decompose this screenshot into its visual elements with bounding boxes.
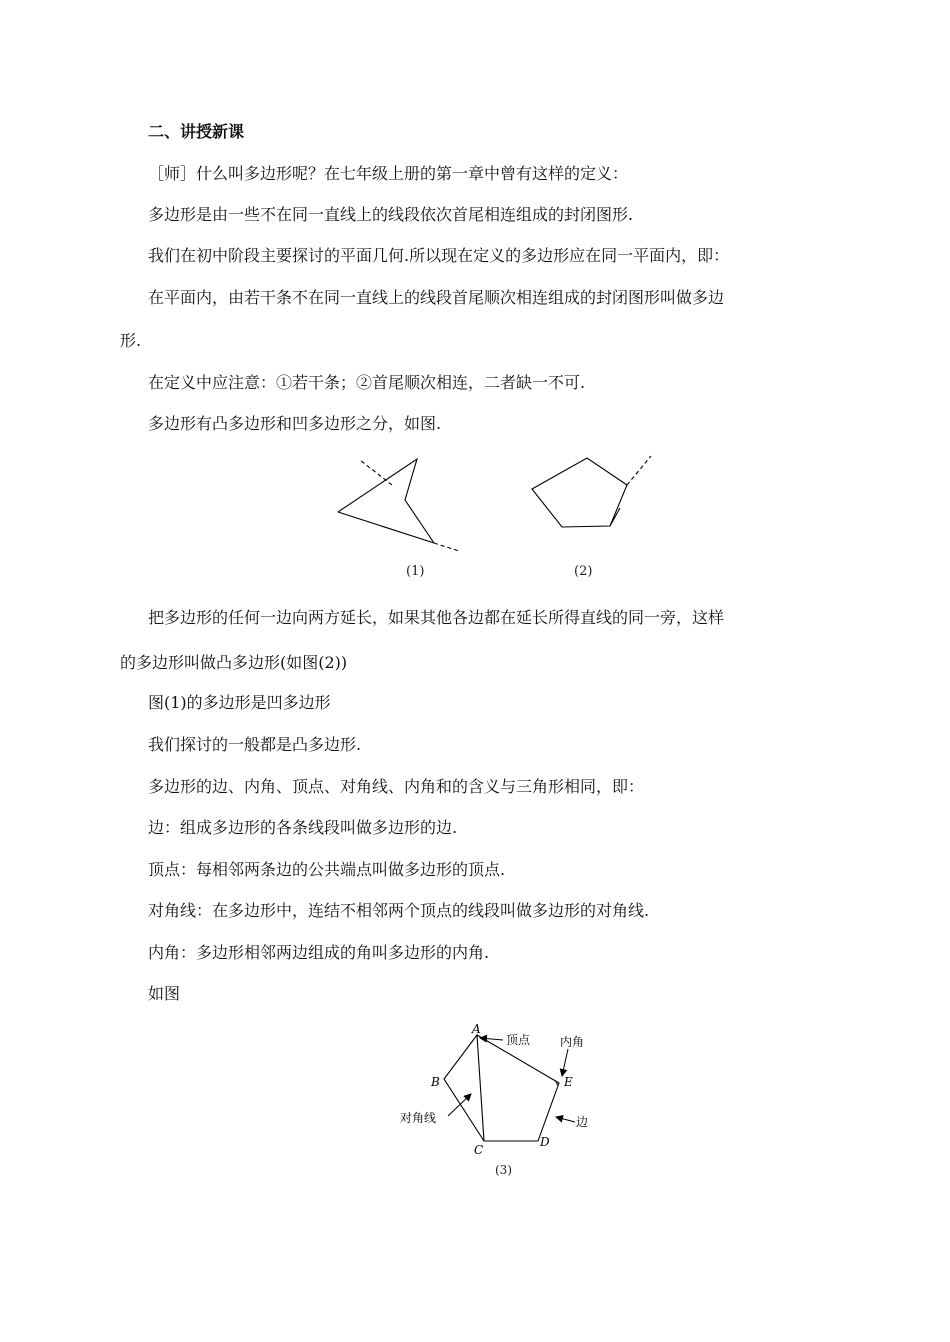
annotation-diagonal: 对角线 <box>400 1111 437 1125</box>
paragraph-elements-intro: 多边形的边、内角、顶点、对角线、内角和的含义与三角形相同，即： <box>148 777 645 796</box>
paragraph-definition-new-cont: 形. <box>120 331 142 350</box>
annotation-arrows <box>448 1038 575 1122</box>
figure1-caption: (1) <box>406 564 425 579</box>
figure-convex-concave <box>320 448 680 583</box>
vertex-label-a: A <box>472 1022 481 1036</box>
vertex-label-e: E <box>564 1075 573 1089</box>
paragraph-concave-note: 图(1)的多边形是凹多边形 <box>148 693 331 712</box>
annotation-vertex: 顶点 <box>506 1033 531 1047</box>
paragraph-vertex-definition: 顶点：每相邻两条边的公共端点叫做多边形的顶点. <box>148 860 506 879</box>
paragraph-teacher-question: ［师］什么叫多边形呢？在七年级上册的第一章中曾有这样的定义： <box>148 164 629 183</box>
vertex-label-c: C <box>474 1143 484 1157</box>
paragraph-as-figure: 如图 <box>148 984 181 1003</box>
figure2-caption: (2) <box>574 564 593 579</box>
paragraph-plane-geometry: 我们在初中阶段主要探讨的平面几何.所以现在定义的多边形应在同一平面内，即： <box>148 246 730 265</box>
paragraph-convex-concave: 多边形有凸多边形和凹多边形之分，如图. <box>148 414 442 433</box>
paragraph-diagonal-definition: 对角线：在多边形中，连结不相邻两个顶点的线段叫做多边形的对角线. <box>148 901 650 920</box>
paragraph-definition-old: 多边形是由一些不在同一直线上的线段依次首尾相连组成的封闭图形. <box>148 205 634 224</box>
paragraph-convex-definition: 把多边形的任何一边向两方延长，如果其他各边都在延长所得直线的同一旁，这样 <box>148 608 725 627</box>
vertex-label-d: D <box>540 1135 550 1149</box>
annotation-side: 边 <box>576 1115 589 1129</box>
diagonal-line <box>477 1035 484 1141</box>
pentagon-abcde <box>444 1035 559 1141</box>
vertex-label-b: B <box>431 1075 440 1089</box>
figure3-caption: (3) <box>495 1163 512 1177</box>
paragraph-angle-definition: 内角：多边形相邻两边组成的角叫多边形的内角. <box>148 943 490 962</box>
paragraph-definition-new: 在平面内，由若干条不在同一直线上的线段首尾顺次相连组成的封闭图形叫做多边 <box>148 288 725 307</box>
paragraph-side-definition: 边：组成多边形的各条线段叫做多边形的边. <box>148 818 458 837</box>
figure-pentagon-labeled <box>388 1022 618 1182</box>
concave-polygon <box>338 459 459 551</box>
paragraph-notes: 在定义中应注意：①若干条；②首尾顺次相连，二者缺一不可. <box>148 373 586 392</box>
annotation-interior-angle: 内角 <box>560 1035 585 1049</box>
paragraph-convex-focus: 我们探讨的一般都是凸多边形. <box>148 735 362 754</box>
paragraph-convex-definition-cont: 的多边形叫做凸多边形(如图(2)) <box>120 653 348 672</box>
convex-pentagon <box>532 456 651 527</box>
section-heading: 二、讲授新课 <box>148 122 245 141</box>
